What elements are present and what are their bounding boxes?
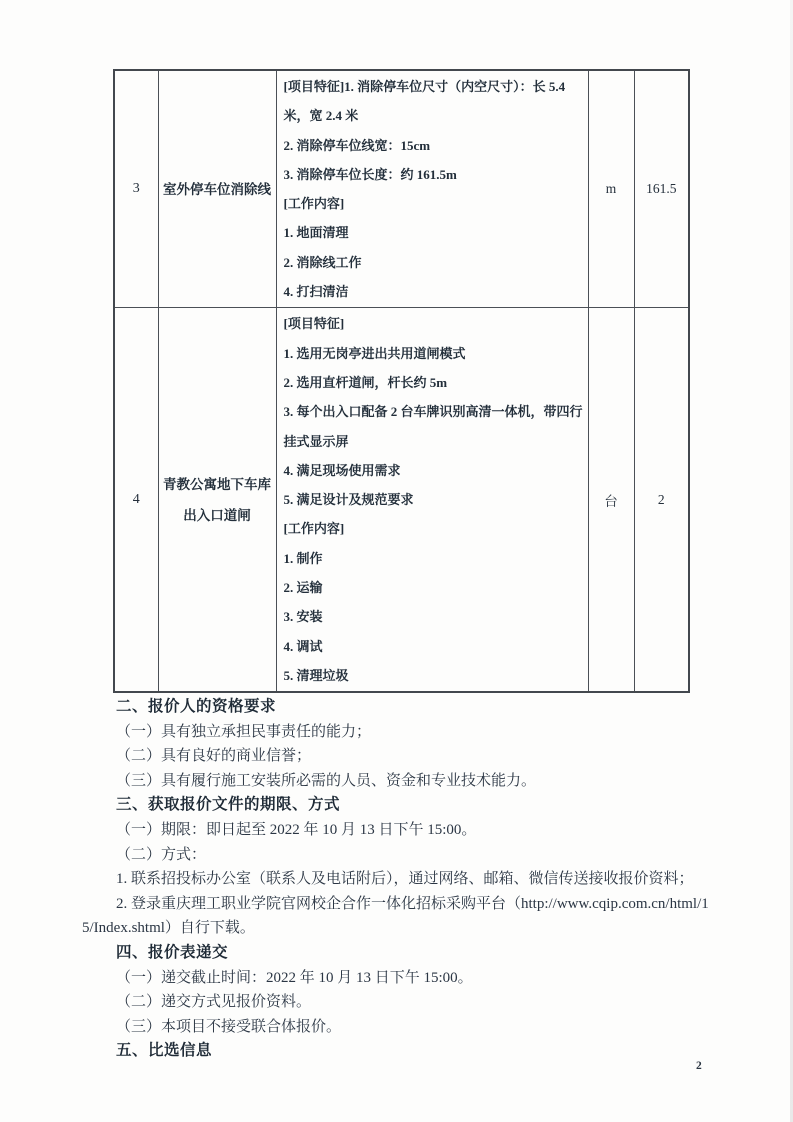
desc-line: [项目特征]1. 消除停车位尺寸（内空尺寸）：长 5.4 — [283, 79, 566, 94]
desc-line: 2. 消除停车位线宽：15cm — [283, 137, 431, 153]
desc-line: 2. 消除线工作 — [283, 254, 362, 270]
desc-line: 1. 地面清理 — [283, 225, 349, 241]
item-no-cell: 4 — [114, 308, 158, 692]
section-heading: 二、报价人的资格要求 — [116, 698, 277, 715]
desc-line: [项目特征] — [283, 316, 345, 332]
desc-line: 3. 消除停车位长度：约 161.5m — [283, 166, 457, 182]
desc-line: 4. 满足现场使用需求 — [283, 462, 401, 478]
desc-line: 5. 满足设计及规范要求 — [283, 492, 414, 508]
section-paragraph: （三）具有履行施工安装所必需的人员、资金和专业技术能力。 — [116, 772, 537, 789]
desc-line: 2. 选用直杆道闸，杆长约 5m — [283, 374, 448, 390]
desc-line: 3. 每个出入口配备 2 台车牌识别高清一体机，带四行 — [283, 404, 583, 420]
section-paragraph: 1. 联系招投标办公室（联系人及电话附后），通过网络、邮箱、微信传送接收报价资料； — [116, 871, 694, 888]
section-paragraph: （二）具有良好的商业信誉； — [116, 748, 312, 765]
item-desc-cell — [276, 308, 588, 692]
item-name-line: 室外停车位消除线 — [163, 181, 271, 197]
desc-line: 3. 安装 — [283, 609, 323, 625]
items-table — [113, 69, 690, 693]
section-paragraph: （二）方式： — [116, 846, 207, 863]
section-heading: 四、报价表递交 — [116, 943, 229, 961]
desc-line: 5. 清理垃圾 — [283, 667, 349, 683]
desc-line: 挂式显示屏 — [283, 433, 349, 449]
item-desc-cell — [276, 70, 588, 308]
desc-line: 2. 运输 — [283, 580, 323, 596]
item-name-cell — [158, 308, 276, 692]
item-qty-cell: 2 — [634, 308, 689, 692]
section-paragraph: （一）期限：即日起至 2022 年 10 月 13 日下午 15:00。 — [116, 821, 477, 838]
item-no-cell: 3 — [114, 70, 158, 308]
section-paragraph: （一）具有独立承担民事责任的能力； — [116, 723, 372, 740]
section-heading: 五、比选信息 — [116, 1042, 213, 1060]
section-paragraph: （三）本项目不接受联合体报价。 — [116, 1018, 342, 1035]
section-paragraph: 2. 登录重庆理工职业学院官网校企合作一体化招标采购平台（http://www.cqip.com.cn/html/15/Index.shtml）自行下载。 — [82, 895, 709, 937]
desc-line: [工作内容] — [283, 196, 345, 212]
desc-line: 4. 打扫清洁 — [283, 284, 349, 300]
table-row — [114, 70, 689, 308]
desc-line: 1. 选用无岗亭进出共用道闸模式 — [283, 345, 466, 361]
desc-line: 1. 制作 — [283, 550, 323, 566]
item-name-line: 青教公寓地下车库 — [163, 476, 271, 492]
section-paragraph: （一）递交截止时间：2022 年 10 月 13 日下午 15:00。 — [116, 969, 473, 986]
desc-line: [工作内容] — [283, 521, 345, 537]
items-table-body — [114, 70, 689, 692]
section-paragraph: （二）递交方式见报价资料。 — [116, 994, 312, 1011]
desc-line: 米，宽 2.4 米 — [283, 108, 359, 124]
notice-sections — [82, 695, 716, 1064]
item-name-line: 出入口道闸 — [183, 507, 251, 523]
item-unit-cell: m — [588, 70, 634, 308]
section-heading: 三、获取报价文件的期限、方式 — [116, 796, 341, 814]
item-qty-cell: 161.5 — [634, 70, 689, 308]
item-unit-cell: 台 — [588, 308, 634, 692]
table-row — [114, 308, 689, 692]
item-name-cell — [158, 70, 276, 308]
page-number: 2 — [696, 1060, 702, 1072]
desc-line: 4. 调试 — [283, 638, 323, 654]
